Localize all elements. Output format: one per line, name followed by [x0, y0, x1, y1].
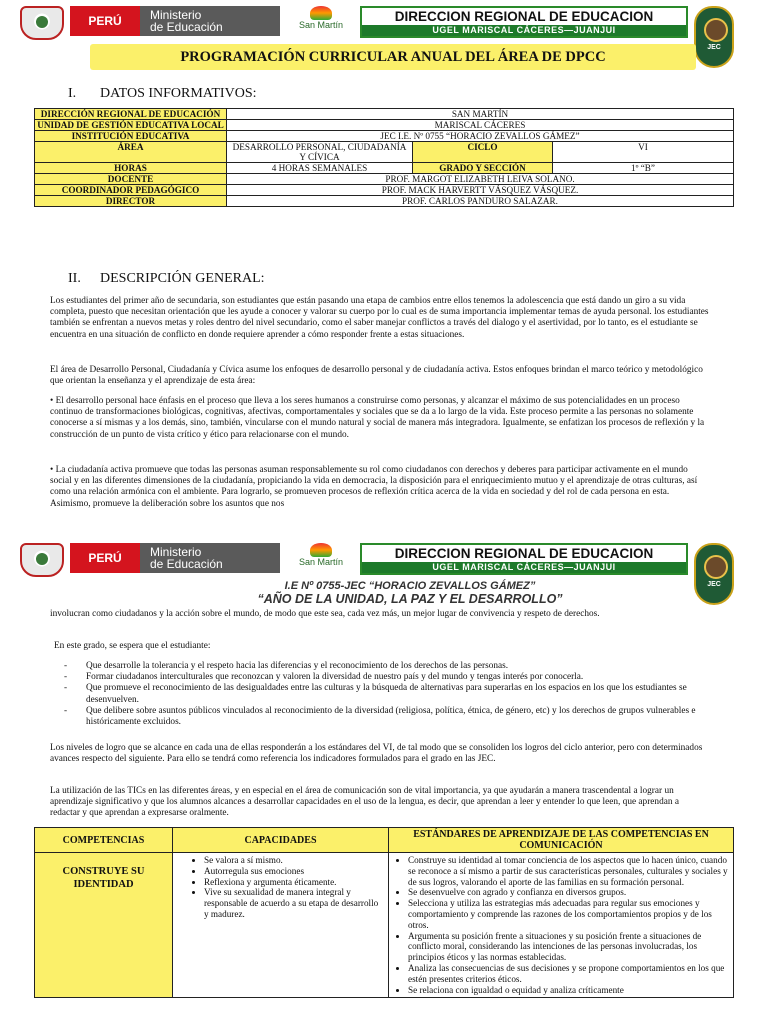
- info-value: VI: [553, 142, 734, 163]
- info-value: PROF. MARGOT ELIZABETH LEIVA SOLANO.: [227, 174, 734, 185]
- list-item: • Argumenta su posición frente a situaciones y su posición frente a situaciones de conflicto moral, considerando las intenciones de las personas involucradas, los principios éticos y las normas establecidas.: [408, 931, 730, 963]
- info-value: MARISCAL CÁCERES: [227, 120, 734, 131]
- dre-title: DIRECCION REGIONAL DE EDUCACION: [394, 9, 654, 24]
- dre-banner: [360, 6, 688, 38]
- san-martin-label: San Martín: [298, 20, 344, 30]
- column-header: CAPACIDADES: [173, 828, 389, 853]
- paragraph: En este grado, se espera que el estudiante:: [54, 641, 211, 651]
- info-key: GRADO Y SECCIÓN: [413, 163, 553, 174]
- dre-subtitle: UGEL MARISCAL CÁCERES—JUANJUI: [362, 562, 686, 573]
- info-key: ÁREA: [35, 142, 227, 163]
- ministerio-label: Ministerio de Educación: [140, 543, 280, 573]
- capacities-cell: [173, 853, 389, 998]
- minedu-logo: [70, 6, 280, 36]
- paragraph: El área de Desarrollo Personal, Ciudadanía y Cívica asume los enfoques de desarrollo personal y de ciudadanía activa. Estos enfoques brindan el marco teórico y metodológico que orientan la enseñanza y el aprendizaje de esta área:: [50, 365, 703, 387]
- peru-label: PERÚ: [70, 543, 140, 573]
- peru-label: PERÚ: [70, 6, 140, 36]
- info-value: DESARROLLO PERSONAL, CIUDADANÍA Y CÍVICA: [227, 142, 413, 163]
- section-heading-descripcion: II. DESCRIPCIÓN GENERAL:: [68, 271, 265, 286]
- info-key: INSTITUCIÓN EDUCATIVA: [35, 131, 227, 142]
- list-item: • Se valora a sí mismo.: [204, 855, 385, 866]
- san-martin-leaf-icon: [310, 6, 332, 20]
- paragraph: • El desarrollo personal hace énfasis en el proceso que lleva a los seres humanos a construirse como personas, y alcanzar el máximo de sus potencialidades en un proceso continuo de transformaciones biológicas, cognitivas, afectivas, comportamentales y sociales que se da a lo largo de la vida. Este proceso permite a las personas no solamente conocerse a sí mismas y a los demás, sino, también, vincularse con el mundo natural y social de manera más integradora. Igualmente, se enfatizan los procesos de reflexión y la construcción de un punto de vista crítico y ético para relacionarse con el mundo.: [50, 396, 705, 440]
- paragraph: • La ciudadanía activa promueve que todas las personas asuman responsablemente su rol como ciudadanos con derechos y deberes para participar activamente en el mundo social y en las diferentes dimensiones de la ciudadanía, propiciando la vida en democracia, la disposición para el enriquecimiento mutuo y el aprendizaje de otras culturas, así como una relación armónica con el ambiente. Para lograrlo, se promueven procesos de reflexión crítica acerca de la vida en sociedad y del rol de cada persona en esta. Asimismo, promueve la deliberación sobre los asuntos que nos: [50, 465, 698, 509]
- ministerio-label: Ministerio de Educación: [140, 6, 280, 36]
- dre-banner: [360, 543, 688, 575]
- info-value: PROF. MACK HARVERTT VÁSQUEZ VÁSQUEZ.: [227, 185, 734, 196]
- info-value: JEC I.E. Nº 0755 “HORACIO ZEVALLOS GÁMEZ”: [227, 131, 734, 142]
- list-item: • Analiza las consecuencias de sus decisiones y se propone comportamientos en los que estén presentes criterios éticos.: [408, 963, 730, 985]
- info-key: CICLO: [413, 142, 553, 163]
- peru-coat-of-arms-icon: [20, 6, 64, 40]
- minedu-logo: [70, 543, 280, 573]
- info-key: DOCENTE: [35, 174, 227, 185]
- info-value: PROF. CARLOS PANDURO SALAZAR.: [227, 196, 734, 207]
- info-value: 1º “B”: [553, 163, 734, 174]
- paragraph: La utilización de las TICs en las diferentes áreas, y en especial en el área de comunicación son de vital importancia, ya que ayudarán a manera trascendental a lograr un aprendizaje significativo y que los alumnos alcances a desarrollar capacidades en el uso de la lengua, es decir, que aprendan a leer y entender lo que leen, que aprendan a redactar y que aprendan a expresarse oralmente.: [50, 786, 679, 819]
- dre-title: DIRECCION REGIONAL DE EDUCACION: [394, 546, 654, 561]
- standards-cell: [389, 853, 734, 998]
- list-item: - Formar ciudadanos interculturales que reconozcan y valoren la diversidad de nuestro país y del mundo y tengas interés por conocerla.: [64, 672, 714, 683]
- info-key: DIRECTOR: [35, 196, 227, 207]
- page-gap: [0, 520, 768, 537]
- san-martin-label: San Martín: [298, 557, 344, 567]
- list-item: • Autorregula sus emociones: [204, 866, 385, 877]
- school-badge-icon: [694, 543, 734, 605]
- info-table: [34, 108, 734, 207]
- document-page-2: [0, 537, 768, 1024]
- competency-name: CONSTRUYE SU IDENTIDAD: [35, 853, 173, 998]
- list-item: • Reflexiona y argumenta éticamente.: [204, 877, 385, 888]
- list-item: • Selecciona y utiliza las estrategias más adecuadas para regular sus emociones y comportamiento y comprende las razones de los comportamientos propios y de los otros.: [408, 898, 730, 930]
- san-martin-logo: [286, 543, 356, 575]
- list-item: - Que desarrolle la tolerancia y el respeto hacia las diferencias y el reconocimiento de los derechos de las personas.: [64, 661, 714, 672]
- header-band: [0, 0, 768, 44]
- list-item: - Que delibere sobre asuntos públicos vinculados al reconocimiento de la diversidad (religiosa, política, étnica, de género, etc) y los derechos de grupos vulnerables e históricamente excluidos.: [64, 706, 714, 728]
- year-motto-title: “AÑO DE LA UNIDAD, LA PAZ Y EL DESARROLLO”: [257, 592, 563, 606]
- san-martin-logo: [286, 6, 356, 38]
- table-row: [35, 853, 734, 998]
- header-band: [0, 537, 768, 581]
- paragraph: Los niveles de logro que se alcance en cada una de ellas responderán a los estándares del VI, de tal modo que se consoliden los logros del ciclo anterior, pero con determinados avances respecto del siguiente. Para ello se tendrá como referencia los indicadores formulados para el grado en las JEC.: [50, 743, 703, 765]
- info-value: 4 HORAS SEMANALES: [227, 163, 413, 174]
- expectations-list: [64, 661, 714, 728]
- competencies-table: [34, 827, 734, 998]
- info-value: SAN MARTÍN: [227, 109, 734, 120]
- info-key: HORAS: [35, 163, 227, 174]
- paragraph: involucran como ciudadanos y la acción sobre el mundo, de modo que este sea, cada vez más, un mejor lugar de convivencia y respeto de derechos.: [50, 609, 600, 619]
- list-item: • Se relaciona con igualdad o equidad y analiza críticamente: [408, 985, 730, 996]
- section-heading-datos: I. DATOS INFORMATIVOS:: [68, 86, 257, 101]
- san-martin-leaf-icon: [310, 543, 332, 557]
- main-title: PROGRAMACIÓN CURRICULAR ANUAL DEL ÁREA DE DPCC: [90, 44, 696, 70]
- info-key: COORDINADOR PEDAGÓGICO: [35, 185, 227, 196]
- list-item: • Vive su sexualidad de manera integral y responsable de acuerdo a su etapa de desarrollo y madurez.: [204, 887, 385, 919]
- dre-subtitle: UGEL MARISCAL CÁCERES—JUANJUI: [362, 25, 686, 36]
- peru-coat-of-arms-icon: [20, 543, 64, 577]
- info-key: DIRECCIÓN REGIONAL DE EDUCACIÓN: [35, 109, 227, 120]
- paragraph: Los estudiantes del primer año de secundaria, son estudiantes que están pasando una etapa de cambios entre ellos tenemos la adolescencia que está dando un giro a su vida completa, puesto que necesitan orientación que les ayude a conocer y valorar su cuerpo por lo cual es de suma importancia implementar temas de ayuda personal. los estudiantes también se enfrentan a nuevos metas y roles dentro del nivel secundario, como el saber manejar conflictos a través del dialogo y el asertividad, por lo tanto, es el estudiante se encuentra en una situación de conflicto en donde requiere aprender a cómo responder frente a estas situaciones.: [50, 296, 709, 340]
- school-badge-icon: [694, 6, 734, 68]
- column-header: ESTÁNDARES DE APRENDIZAJE DE LAS COMPETENCIAS EN COMUNICACIÓN: [389, 828, 734, 853]
- column-header: COMPETENCIAS: [35, 828, 173, 853]
- school-name-title: I.E Nº 0755-JEC “HORACIO ZEVALLOS GÁMEZ”: [284, 580, 536, 592]
- list-item: • Construye su identidad al tomar conciencia de los aspectos que lo hacen único, cuando se reconoce a sí mismo a partir de sus características personales, culturales y sociales y de sus logros, valorando el aporte de las familias en su formación personal.: [408, 855, 730, 887]
- info-key: UNIDAD DE GESTIÓN EDUCATIVA LOCAL: [35, 120, 227, 131]
- list-item: • Se desenvuelve con agrado y confianza en diversos grupos.: [408, 887, 730, 898]
- list-item: - Que promueve el reconocimiento de las desigualdades entre las culturas y la búsqueda de alternativas para superarlas en los espacios en los que los estudiantes se desenvuelven.: [64, 683, 714, 705]
